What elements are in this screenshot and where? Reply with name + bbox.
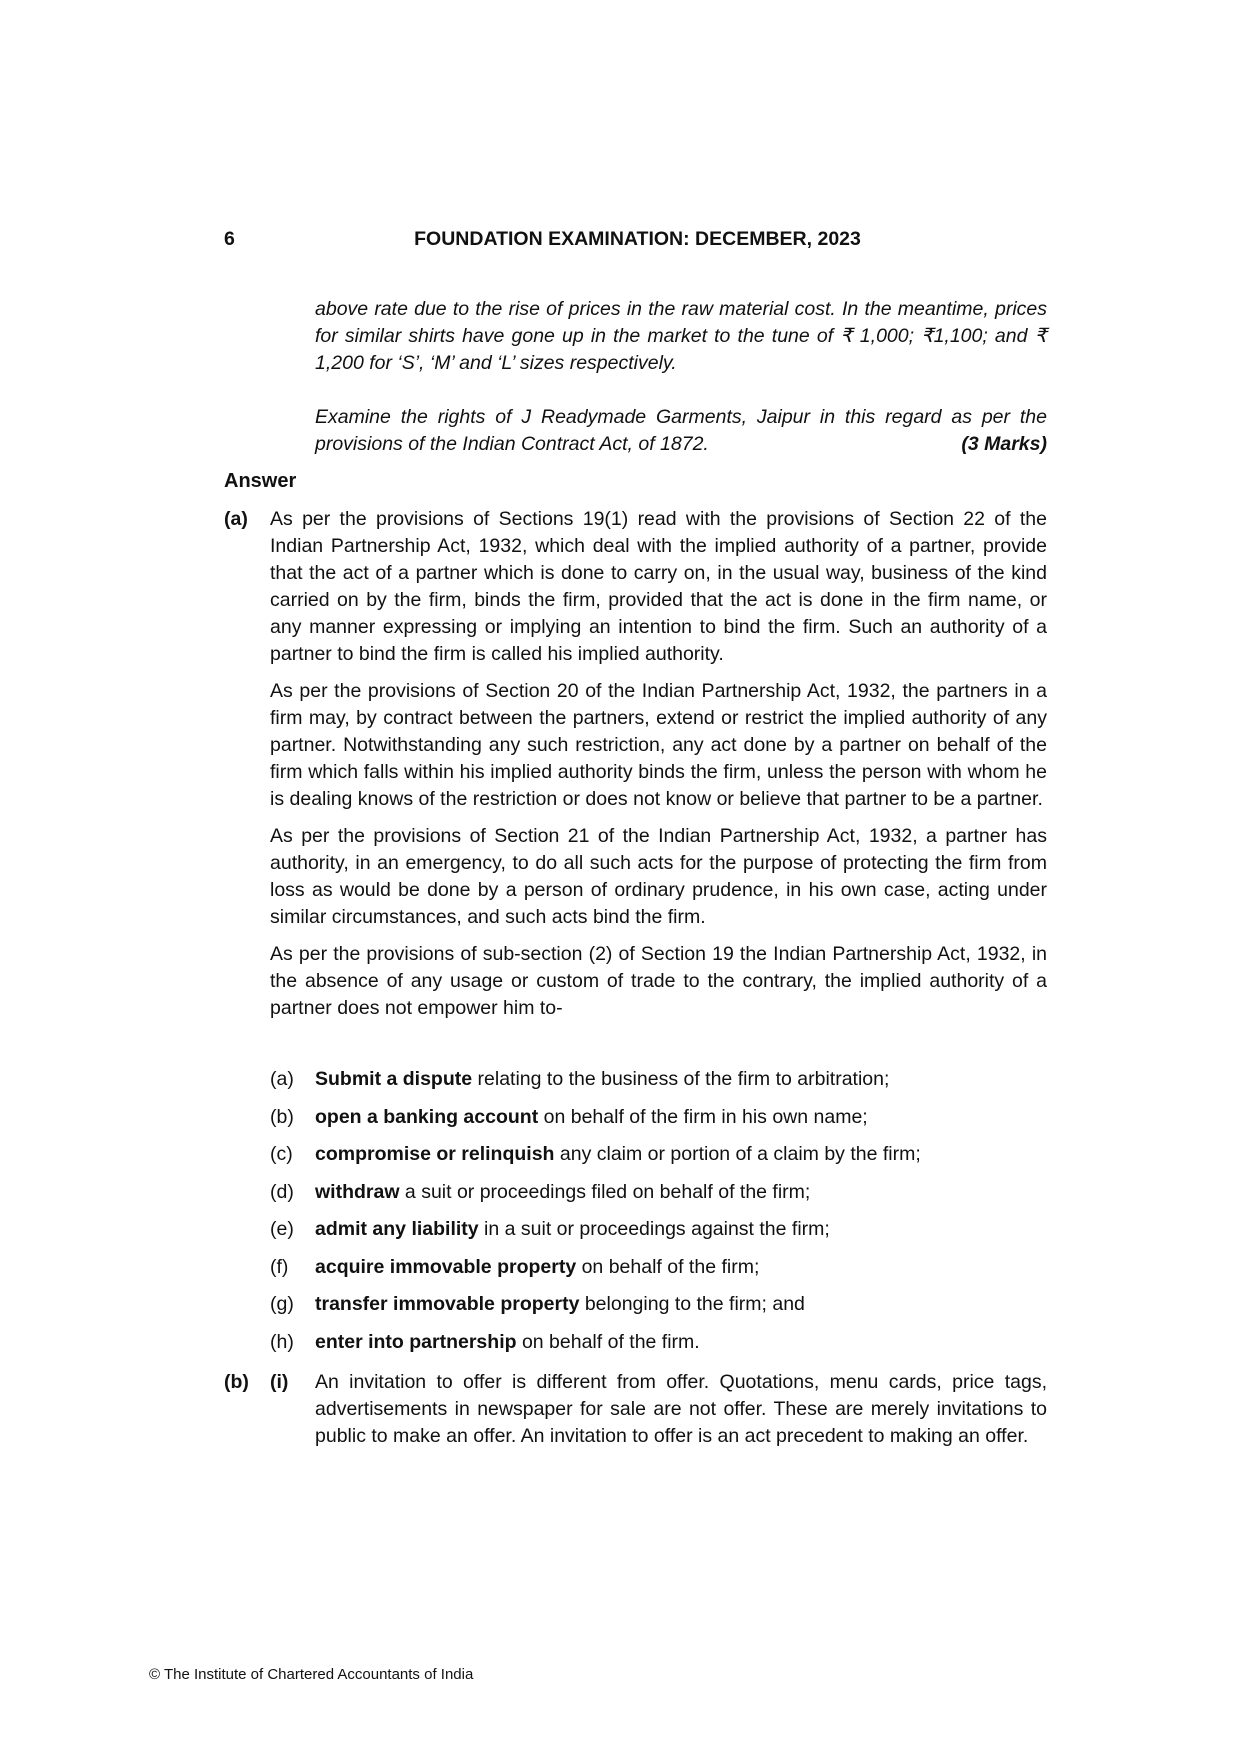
list-item xyxy=(270,1104,1047,1142)
list-letter: (e) xyxy=(270,1218,294,1240)
list-item xyxy=(270,1141,1047,1179)
list-bold-term: enter into partnership xyxy=(315,1330,517,1353)
page-header xyxy=(224,228,1051,254)
section-paragraph: As per the provisions of Section 21 of the Indian Partnership Act, 1932, a partner has authority, in an emergency, to do all such acts for the purpose of protecting the firm from loss as would be done by a person of ordinary prudence, in his own case, acting under similar circumstances, and such acts bind the firm. xyxy=(270,825,1047,928)
section-label: (a) xyxy=(224,508,248,530)
list-content xyxy=(315,1141,921,1168)
list-item xyxy=(270,1329,1047,1367)
list-bold-term: Submit a dispute xyxy=(315,1068,473,1090)
list-text: belonging to the firm; and xyxy=(579,1293,805,1315)
list-content xyxy=(315,1179,810,1206)
section-b-text: An invitation to offer is different from offer. Quotations, menu cards, price tags, advertisements in newspaper for sale are not offer. These are merely invitations to public to make an offer. An invitation to offer is an act precedent to making an offer. xyxy=(315,1371,1047,1447)
list-bold-term: acquire immovable property xyxy=(315,1255,577,1278)
list-content xyxy=(315,1254,759,1281)
question-task xyxy=(315,404,1047,458)
list-text: on behalf of the firm in his own name; xyxy=(538,1105,868,1128)
question-text xyxy=(315,296,1047,377)
marks-label: (3 Marks) xyxy=(961,433,1047,455)
page-title: FOUNDATION EXAMINATION: DECEMBER, 2023 xyxy=(414,228,861,250)
list-bold-term: compromise or relinquish xyxy=(315,1143,555,1165)
list-letter: (g) xyxy=(270,1293,294,1315)
list-item xyxy=(270,1291,1047,1329)
list-text: in a suit or proceedings against the firm; xyxy=(478,1218,830,1240)
list-letter: (f) xyxy=(270,1255,289,1278)
list-bold-term: transfer immovable property xyxy=(315,1293,580,1315)
list-text: relating to the business of the firm to arbitration; xyxy=(472,1068,890,1090)
list-text: a suit or proceedings filed on behalf of the firm; xyxy=(399,1180,811,1203)
list-bold-term: withdraw xyxy=(315,1180,400,1203)
list-item xyxy=(270,1179,1047,1217)
list-letter: (c) xyxy=(270,1143,293,1165)
list-letter: (a) xyxy=(270,1068,294,1090)
copyright-footer: © The Institute of Chartered Accountants of India xyxy=(149,1666,474,1683)
sub-section-label: (i) xyxy=(270,1371,289,1393)
list-text: on behalf of the firm. xyxy=(516,1330,700,1353)
list-content xyxy=(315,1329,700,1356)
answer-heading: Answer xyxy=(224,470,297,492)
list-item xyxy=(270,1216,1047,1254)
list-content xyxy=(315,1216,830,1243)
section-a-body xyxy=(270,506,1047,1022)
list-bold-term: open a banking account xyxy=(315,1105,539,1128)
list-content xyxy=(315,1104,868,1131)
question-paragraph: above rate due to the rise of prices in the raw material cost. In the meantime, prices for similar shirts have gone up in the market to the tune of ₹ 1,000; ₹1,100; and ₹ 1,200 for ‘S’, ‘M’ and ‘L’ sizes respectively. xyxy=(315,298,1047,374)
page-number: 6 xyxy=(224,228,235,250)
list-letter: (b) xyxy=(270,1105,294,1128)
list-letter: (d) xyxy=(270,1180,294,1203)
section-label: (b) xyxy=(224,1371,249,1393)
list-content xyxy=(315,1291,805,1318)
list-item xyxy=(270,1254,1047,1292)
list-content xyxy=(315,1066,889,1093)
section-a xyxy=(224,506,1047,1032)
section-paragraph: As per the provisions of Section 20 of the Indian Partnership Act, 1932, the partners in a firm may, by contract between the partners, extend or restrict the implied authority of any partner. Notwithstanding any such restriction, any act done by a partner on behalf of the firm which falls within his implied authority binds the firm, unless the person with whom he is dealing knows of the restriction or does not know or believe that partner to be a partner. xyxy=(270,680,1047,810)
authority-list xyxy=(270,1066,1047,1366)
list-text: on behalf of the firm; xyxy=(576,1255,760,1278)
list-letter: (h) xyxy=(270,1330,294,1353)
list-text: any claim or portion of a claim by the firm; xyxy=(554,1143,921,1165)
section-b xyxy=(224,1369,1047,1450)
list-item xyxy=(270,1066,1047,1104)
question-paragraph xyxy=(315,404,1047,458)
question-task-text: Examine the rights of J Readymade Garments, Jaipur in this regard as per the provisions of the Indian Contract Act, of 1872. xyxy=(315,406,1047,455)
section-paragraph: As per the provisions of sub-section (2) of Section 19 the Indian Partnership Act, 1932, in the absence of any usage or custom of trade to the contrary, the implied authority of a partner does not empower him to- xyxy=(270,943,1047,1019)
list-bold-term: admit any liability xyxy=(315,1218,479,1240)
section-paragraph: As per the provisions of Sections 19(1) read with the provisions of Section 22 of the Indian Partnership Act, 1932, which deal with the implied authority of a partner, provide that the act of a partner which is done to carry on, in the usual way, business of the kind carried on by the firm, binds the firm, provided that the act is done in the firm name, or any manner expressing or implying an intention to bind the firm. Such an authority of a partner to bind the firm is called his implied authority. xyxy=(270,508,1047,665)
